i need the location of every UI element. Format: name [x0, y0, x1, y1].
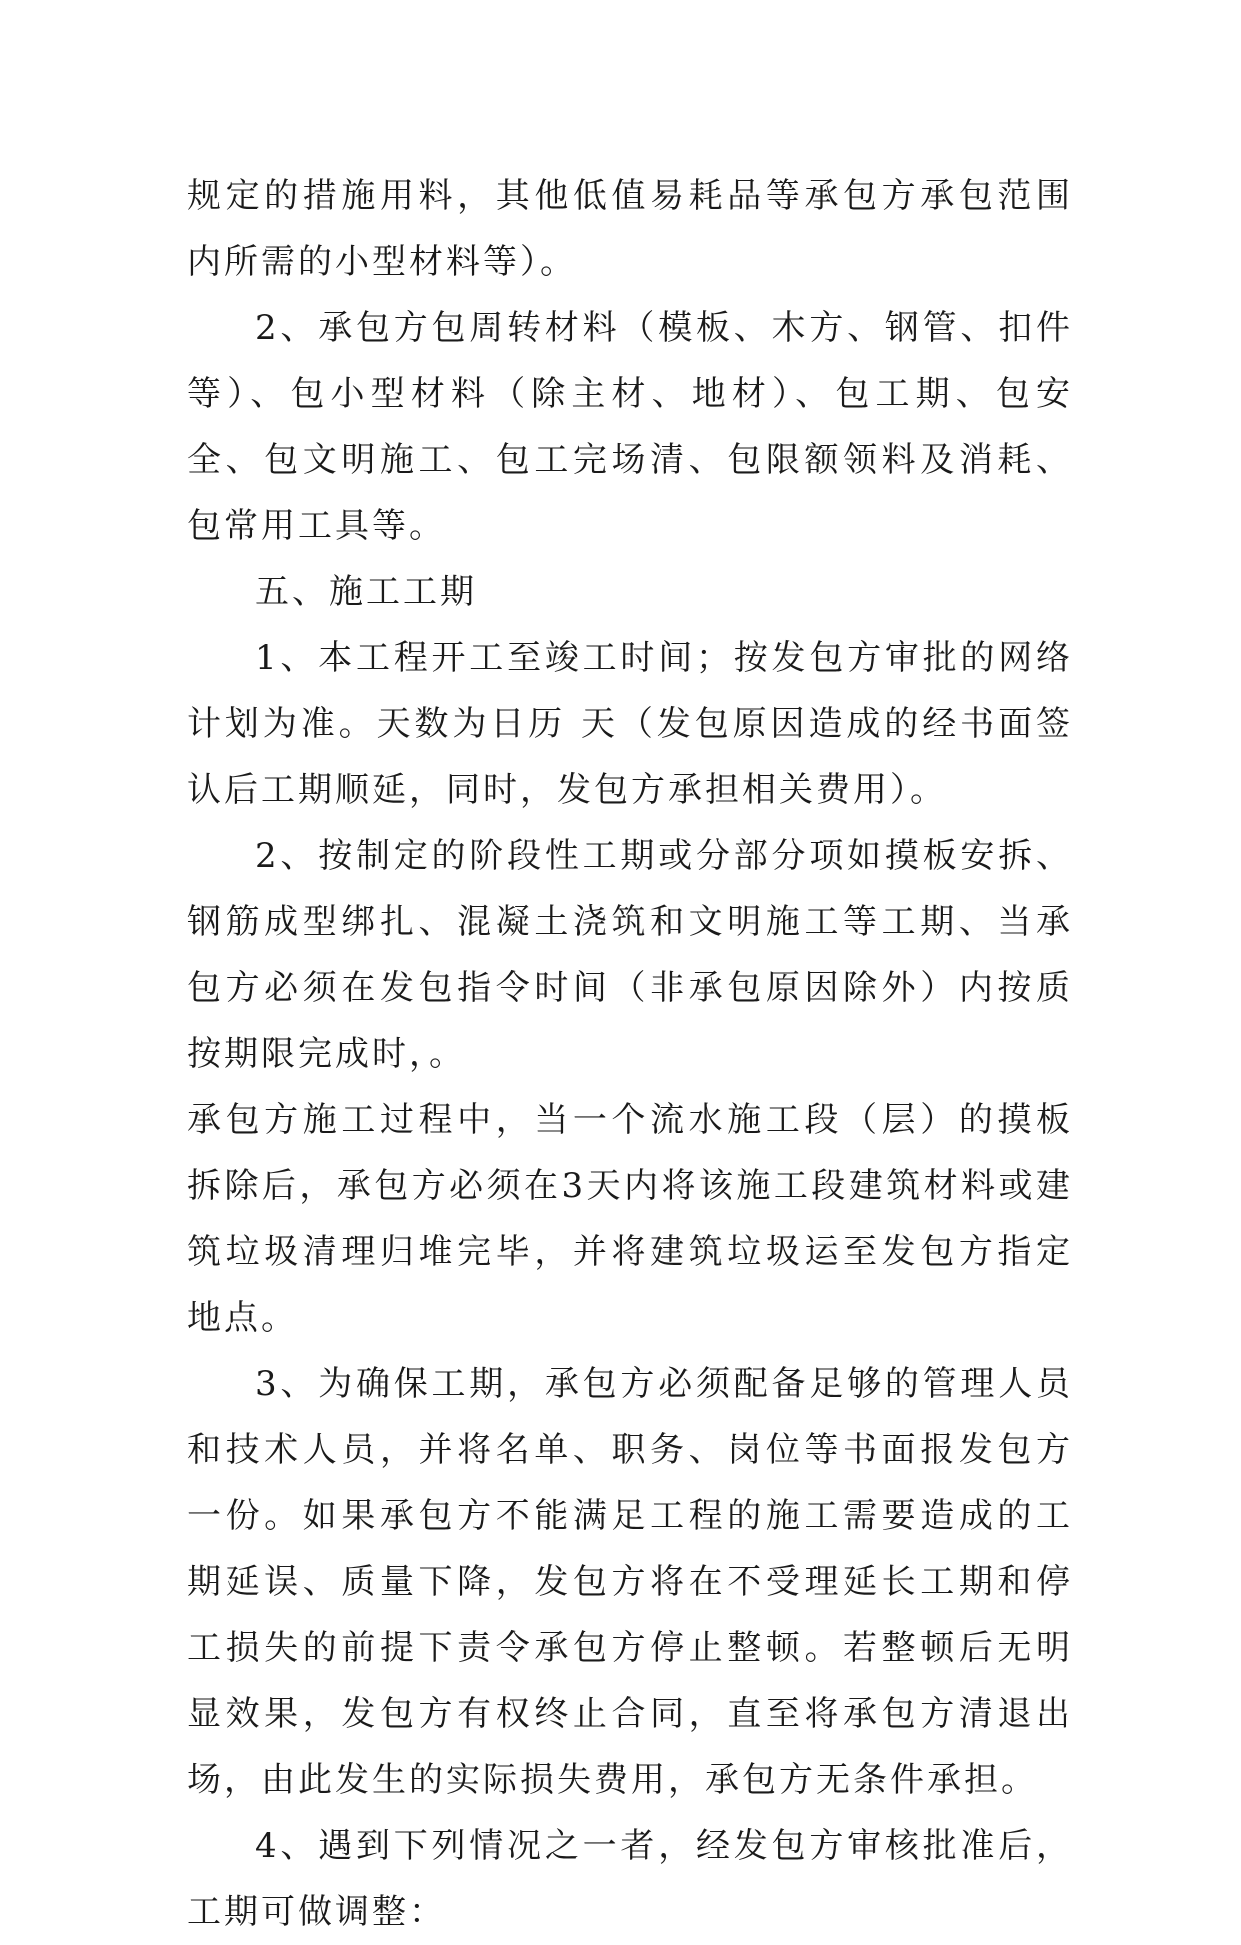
paragraph-materials-scope: 规定的措施用料，其他低值易耗品等承包方承包范围内所需的小型材料等）。 — [187, 176, 1073, 282]
paragraph-schedule-3: 3、为确保工期，承包方必须配备足够的管理人员和技术人员，并将名单、职务、岗位等书面报发包方一份。如果承包方不能满足工程的施工需要造成的工期延误、质量下降，发包方将在不受理延长工期和停工损失的前提下责令承包方停止整顿。若整顿后无明显效果，发包方有权终止合同，直至将承包方清退出场，由此发生的实际损失费用，承包方无条件承担。 — [187, 1364, 1073, 1800]
paragraph-schedule-4: 4、遇到下列情况之一者，经发包方审核批准后，工期可做调整： — [187, 1826, 1073, 1932]
paragraph-schedule-1: 1、本工程开工至竣工时间；按发包方审批的网络计划为准。天数为日历 天（发包原因造成的经书面签认后工期顺延，同时，发包方承担相关费用）。 — [187, 638, 1073, 810]
document-body — [187, 163, 1073, 1945]
section-heading-schedule: 五、施工工期 — [255, 572, 477, 612]
paragraph-contract-items: 2、承包方包周转材料（模板、木方、钢管、扣件等）、包小型材料（除主材、地材）、包工期、包安全、包文明施工、包工完场清、包限额领料及消耗、包常用工具等。 — [187, 308, 1073, 546]
paragraph-cleanup: 承包方施工过程中，当一个流水施工段（层）的摸板拆除后，承包方必须在3天内将该施工段建筑材料或建筑垃圾清理归堆完毕，并将建筑垃圾运至发包方指定地点。 — [187, 1100, 1073, 1338]
paragraph-schedule-2: 2、按制定的阶段性工期或分部分项如摸板安拆、钢筋成型绑扎、混凝土浇筑和文明施工等工期、当承包方必须在发包指令时间（非承包原因除外）内按质按期限完成时，。 — [187, 836, 1073, 1074]
